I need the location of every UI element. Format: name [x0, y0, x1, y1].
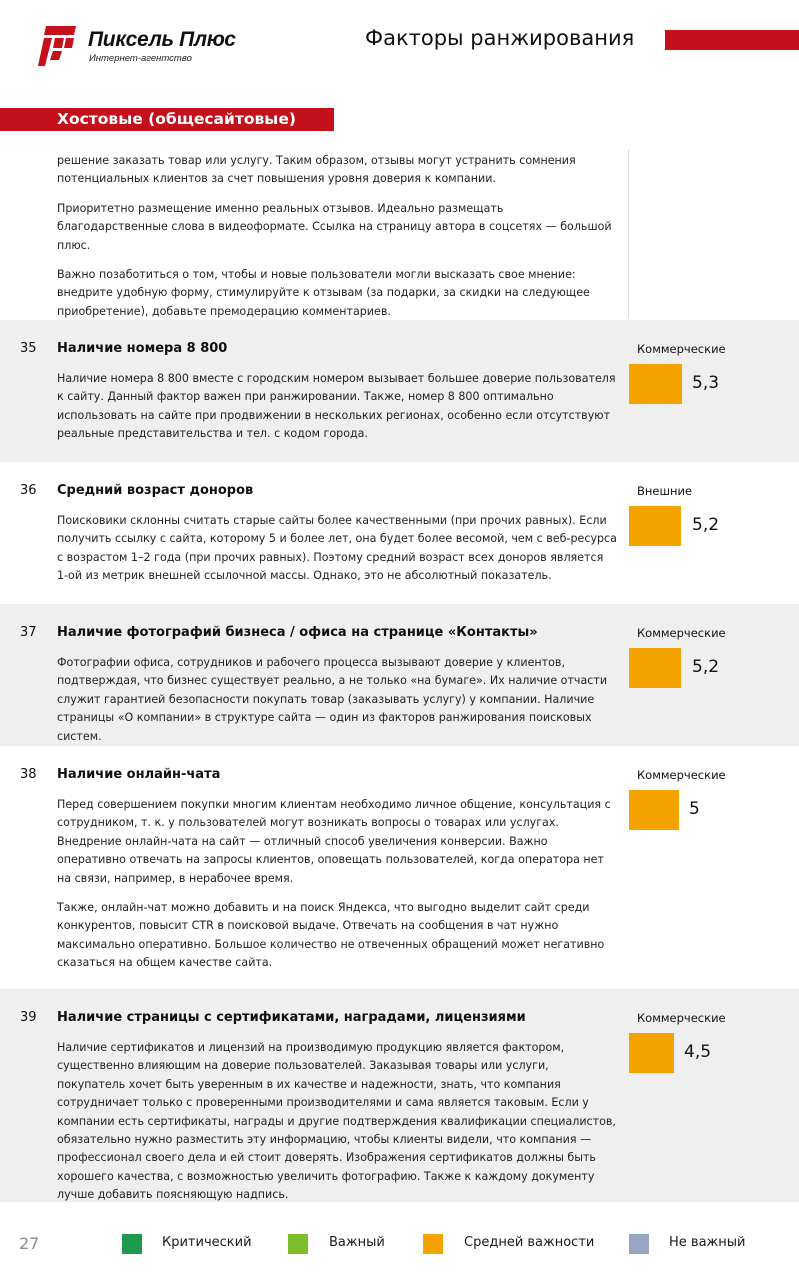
intro-paragraph: Приоритетно размещение именно реальных отзывов. Идеально размещать благодарственные слова в видеоформате. Ссылка на страницу автора в соцсетях — большой плюс.: [57, 201, 612, 252]
factor-score: 5,2: [692, 657, 720, 677]
legend-label: Не важный: [669, 1235, 746, 1250]
factor-row: [0, 320, 799, 462]
factor-paragraph: Поисковики склонны считать старые сайты более качественными (при прочих равных). Если получить ссылку с сайта, которому 5 и более лет, она будет более весомой, чем с веб-ресурса с возрастом 1–2 года (при прочих равных). Поэтому средний возраст всех доноров является 1-ой из метрик внешней ссылочной массы. Однако, это не абсолютный показатель.: [57, 514, 617, 583]
factor-title: Средний возраст доноров: [57, 483, 254, 498]
factor-description: [57, 654, 617, 757]
importance-bar: [629, 506, 681, 546]
legend-swatch: [122, 1234, 142, 1254]
factor-title: Наличие страницы с сертификатами, наградами, лицензиями: [57, 1010, 526, 1025]
column-divider: [628, 150, 629, 318]
logo-subtitle: Интернет-агентство: [89, 53, 192, 64]
legend-swatch: [629, 1234, 649, 1254]
intro-text: [57, 152, 617, 332]
factor-description: [57, 796, 617, 984]
section-title: Хостовые (общесайтовые): [57, 110, 296, 128]
factor-category: Коммерческие: [637, 768, 726, 782]
factor-title: Наличие онлайн-чата: [57, 767, 221, 782]
factor-description: [57, 1039, 617, 1216]
factor-number: 38: [20, 767, 37, 782]
factor-paragraph: Перед совершением покупки многим клиентам необходимо личное общение, консультация с сотрудником, т. к. у пользователей могут возникать вопросы о товарах или услугах. Внедрение онлайн-чата на сайт — отличный способ увеличения конверсии. Важно оперативно отвечать на запросы клиентов, оповещать пользователей, когда оператора нет на связи, например, в нерабочее время.: [57, 798, 611, 885]
page-number: 27: [19, 1234, 40, 1253]
logo-name: Пиксель Плюс: [88, 28, 236, 51]
factor-row: [0, 604, 799, 746]
importance-bar: [629, 790, 679, 830]
factor-paragraph: Наличие номера 8 800 вместе с городским номером вызывает большее доверие пользователя к сайту. Данный фактор важен при ранжировании. Также, номер 8 800 оптимально использовать на сайте при продвижении в нескольких регионах, особенно если отсутствуют реальные представительства и тел. с кодом города.: [57, 372, 616, 441]
factor-row: [0, 746, 799, 989]
factor-paragraph: Наличие сертификатов и лицензий на производимую продукцию является фактором, существенно влияющим на доверие пользователей. Заказывая товары или услуги, покупатель хочет быть уверенным в их качестве и надежности, знать, что компания сотрудничает только с проверенными производителями и сама является таковым. Если у компании есть сертификаты, награды и другие подтверждения квалификации специалистов, обязательно нужно разместить эту информацию, чтобы клиенты видели, что компания — профессионал своего дела и ей стоит доверять. Изображения сертификатов должны быть хорошего качества, с возможностью увеличить фотографию. Также к каждому документу лучше добавить поясняющую надпись.: [57, 1041, 616, 1202]
factor-score: 5,2: [692, 515, 720, 535]
factor-row: [0, 989, 799, 1202]
pixel-plus-logo-icon: [38, 26, 76, 66]
factor-score: 5,3: [692, 373, 720, 393]
importance-bar: [629, 648, 681, 688]
factor-category: Внешние: [637, 484, 693, 498]
factor-number: 35: [20, 341, 37, 356]
factor-description: [57, 512, 617, 597]
factor-category: Коммерческие: [637, 626, 726, 640]
title-accent-bar: [665, 30, 799, 50]
legend-label: Средней важности: [464, 1235, 595, 1250]
intro-paragraph: Важно позаботиться о том, чтобы и новые пользователи могли высказать свое мнение: внедрите удобную форму, стимулируйте к отзывам (за подарки, за скидки на следующее приобретение), добавьте премодерацию комментариев.: [57, 268, 590, 318]
importance-bar: [629, 364, 682, 404]
factor-paragraph: Фотографии офиса, сотрудников и рабочего процесса вызывают доверие у клиентов, подтверждая, что бизнес существует реально, а не только «на бумаге». Их наличие отчасти служит гарантией безопасности покупать товар (заказывать услугу) у компании. Наличие страницы «О компании» в структуре сайта — один из факторов ранжирования поисковых систем.: [57, 656, 608, 743]
legend-label: Критический: [162, 1235, 252, 1250]
factor-category: Коммерческие: [637, 342, 726, 356]
factor-score: 5: [689, 799, 700, 819]
intro-paragraph: решение заказать товар или услугу. Таким образом, отзывы могут устранить сомнения потенциальных клиентов за счет повышения уровня доверия к компании.: [57, 154, 576, 186]
factor-row: [0, 462, 799, 604]
factor-number: 37: [20, 625, 37, 640]
factor-score: 4,5: [684, 1042, 712, 1062]
page-title: Факторы ранжирования: [365, 26, 635, 50]
factor-description: [57, 370, 617, 455]
factor-title: Наличие фотографий бизнеса / офиса на странице «Контакты»: [57, 625, 538, 640]
importance-bar: [629, 1033, 674, 1073]
legend-swatch: [423, 1234, 443, 1254]
factor-number: 39: [20, 1010, 37, 1025]
legend-label: Важный: [329, 1235, 385, 1250]
factor-number: 36: [20, 483, 37, 498]
factor-title: Наличие номера 8 800: [57, 341, 228, 356]
legend-swatch: [288, 1234, 308, 1254]
brand-logo: [38, 26, 278, 70]
factor-category: Коммерческие: [637, 1011, 726, 1025]
factor-paragraph: Также, онлайн-чат можно добавить и на поиск Яндекса, что выгодно выделит сайт среди конкурентов, повысит CTR в поисковой выдаче. Отвечать на сообщения в чат нужно максимально оперативно. Большое количество не отвеченных обращений может негативно сказаться на общем качестве сайта.: [57, 901, 605, 970]
